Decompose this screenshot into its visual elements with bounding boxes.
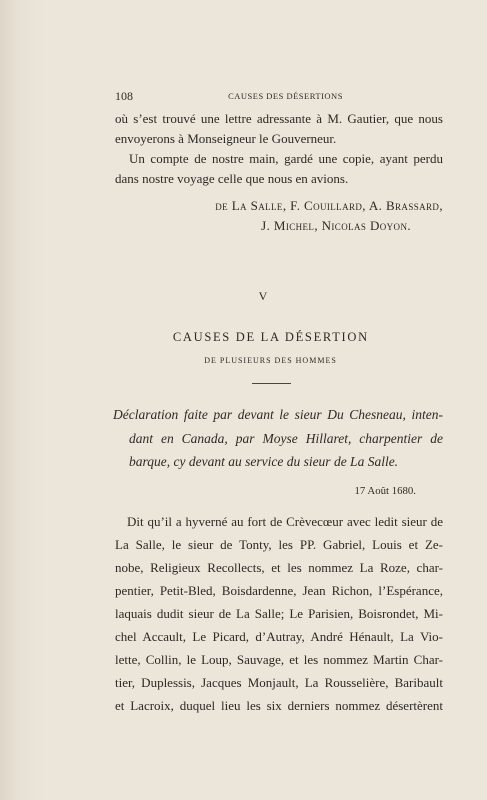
section-number: V [258,289,268,303]
text-line: Un compte de nostre main, gardé une copie, ayant perdu [129,151,443,166]
text-line: envoyerons à Monseigneur le Gouverneur. [115,131,337,146]
declaration-heading-line: Déclaration faite par devant le sieur Du Chesneau, inten- [113,407,443,422]
paragraph-line: tier, Duplessis, Jacques Monjault, La Rousselière, Baribault [115,674,443,690]
paragraph-line: lette, Collin, le Loup, Sauvage, et les nommez Martin Char- [115,651,443,667]
declaration-heading [113,403,443,474]
previous-document-text [115,109,443,189]
running-title: CAUSES DES DÉSERTIONS [228,91,343,101]
signature-line: de La Salle, F. Couillard, A. Brassard, [215,198,443,213]
paragraph-line: pentier, Petit-Bled, Boisdardenne, Jean Richon, l’Espérance, [115,582,443,598]
section-subtitle: DE PLUSIEURS DES HOMMES [204,356,337,365]
declaration-heading-line: barque, cy devant au service du sieur de La Salle. [129,454,399,469]
paragraph-line: laquais dudit sieur de La Salle; Le Parisien, Boisrondet, Mi- [115,605,443,621]
paragraph-line: Dit qu’il a hyverné au fort de Crèvecœur avec ledit sieur de [127,513,443,529]
paragraph-line: La Salle, le sieur de Tonty, les PP. Gabriel, Louis et Ze- [115,536,443,552]
paragraph-line: et Lacroix, duquel lieu les six derniers nommez désertèrent [115,697,443,713]
body-paragraph [115,510,443,717]
section-title: CAUSES DE LA DÉSERTION [172,330,369,344]
document-date: 17 Août 1680. [354,485,416,497]
signature-block [115,196,443,236]
signature-line: J. Michel, Nicolas Doyon. [261,218,411,233]
text-line: où s’est trouvé une lettre adressante à M. Gautier, que nous [115,111,443,126]
paragraph-line: nobe, Religieux Recollects, et les nommez La Roze, char- [115,559,443,575]
title-rule [252,383,291,384]
text-line: dans nostre voyage celle que nous en avions. [115,171,349,186]
page-number: 108 [115,89,133,103]
declaration-heading-line: dant en Canada, par Moyse Hillaret, charpentier de [129,430,443,446]
paragraph-line: chel Accault, Le Picard, d’Autray, André Hénault, La Vio- [115,628,443,644]
